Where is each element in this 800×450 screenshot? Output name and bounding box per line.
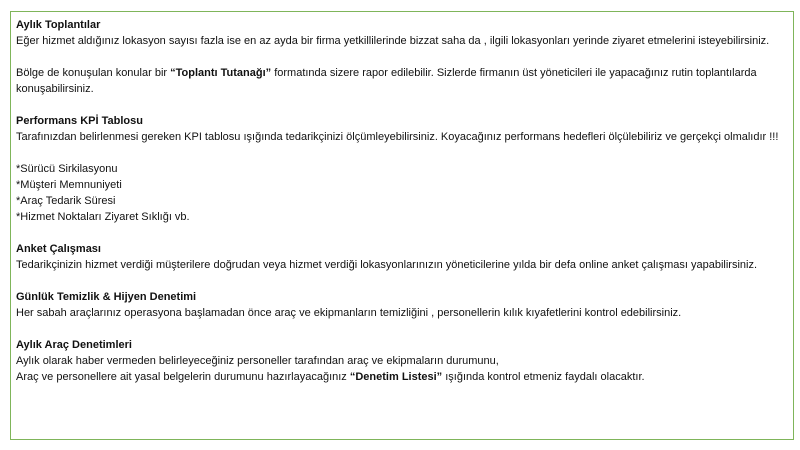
paragraph bbox=[16, 65, 787, 97]
paragraph-text: Bölge de konuşulan konular bir bbox=[16, 67, 171, 79]
section-title: Aylık Araç Denetimleri bbox=[16, 339, 132, 351]
list-item: *Sürücü Sirkilasyonu bbox=[16, 163, 118, 175]
section-title: Aylık Toplantılar bbox=[16, 19, 101, 31]
paragraph: Tarafınızdan belirlenmesi gereken KPI tablosu ışığında tedarikçinizi ölçümleyebilirsiniz. Koyacağınız performans hedefleri ölçülebiliriz ve gerçekçi olmalıdır !!! bbox=[16, 131, 779, 143]
list-item: *Araç Tedarik Süresi bbox=[16, 195, 116, 207]
paragraph: Her sabah araçlarınız operasyona başlamadan önce araç ve ekipmanların temizliğini , personellerin kılık kıyafetlerini kontrol edebilirsiniz. bbox=[16, 307, 682, 319]
paragraph-text: Araç ve personellere ait yasal belgelerin durumunu hazırlayacağınız bbox=[16, 371, 350, 383]
emphasis-text: “Toplantı Tutanağı” bbox=[170, 67, 272, 79]
emphasis-text: “Denetim Listesi” bbox=[349, 371, 443, 383]
paragraph-text: formatında sizere rapor edilebilir. Sizlerde firmanın üst yöneticileri ile yapacağınız rutin toplantılarda konuşabilirsiniz. bbox=[16, 67, 757, 95]
document-box bbox=[10, 11, 794, 440]
list-item: *Müşteri Memnuniyeti bbox=[16, 179, 122, 191]
section-kpi-table bbox=[16, 113, 787, 225]
section-title: Anket Çalışması bbox=[16, 243, 101, 255]
section-title: Günlük Temizlik & Hijyen Denetimi bbox=[16, 291, 197, 303]
paragraph bbox=[16, 369, 787, 385]
spacer bbox=[16, 145, 787, 161]
spacer bbox=[16, 49, 787, 65]
paragraph: Aylık olarak haber vermeden belirleyeceğiniz personeller tarafından araç ve ekipmaların durumunu, bbox=[16, 355, 499, 367]
section-daily-cleaning bbox=[16, 289, 787, 321]
section-monthly-meetings bbox=[16, 17, 787, 97]
section-monthly-vehicle bbox=[16, 337, 787, 385]
paragraph: Eğer hizmet aldığınız lokasyon sayısı fazla ise en az ayda bir firma yetkillilerinde bizzat saha da , ilgili lokasyonları yerinde ziyaret etmelerini isteyebilirsiniz. bbox=[16, 35, 770, 47]
kpi-list bbox=[16, 161, 787, 225]
paragraph-text: ışığında kontrol etmeniz faydalı olacaktır. bbox=[442, 371, 645, 383]
section-survey bbox=[16, 241, 787, 273]
list-item: *Hizmet Noktaları Ziyaret Sıklığı vb. bbox=[16, 211, 190, 223]
paragraph: Tedarikçinizin hizmet verdiği müşterilere doğrudan veya hizmet verdiği lokasyonlarınızın yöneticilerine yılda bir defa online anket çalışması yapabilirsiniz. bbox=[16, 259, 758, 271]
section-title: Performans KPİ Tablosu bbox=[16, 115, 143, 127]
